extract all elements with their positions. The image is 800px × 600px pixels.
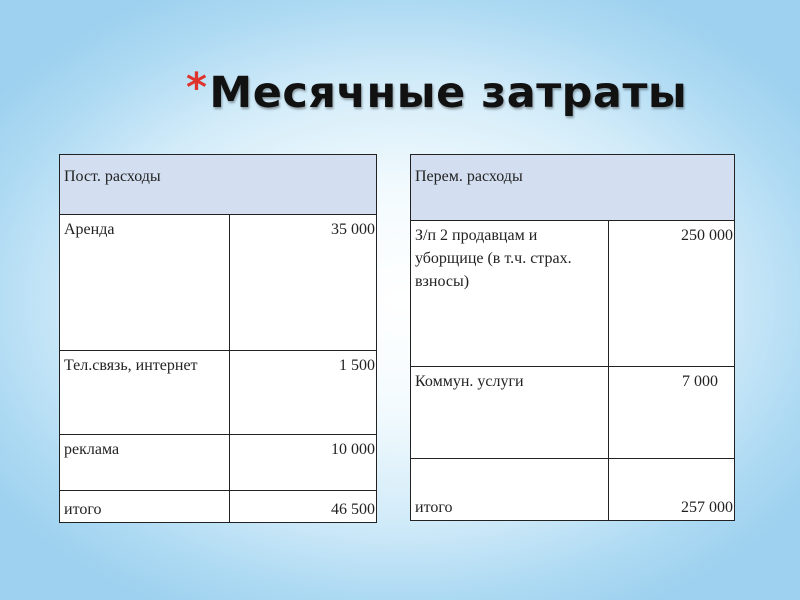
table-header-row	[411, 155, 735, 221]
table-total-row	[411, 459, 735, 521]
total-value: 257 000	[609, 459, 735, 521]
table-header-row	[60, 155, 377, 215]
variable-costs-header: Перем. расходы	[411, 155, 735, 221]
total-label: итого	[60, 491, 230, 523]
total-label: итого	[411, 459, 609, 521]
row-value: 7 000	[609, 367, 735, 459]
fixed-costs-table	[59, 154, 377, 523]
row-value: 250 000	[609, 221, 735, 367]
row-value: 35 000	[230, 215, 377, 351]
row-label: реклама	[60, 435, 230, 491]
table-row	[60, 435, 377, 491]
table-row	[411, 367, 735, 459]
row-value: 1 500	[230, 351, 377, 435]
row-label: Аренда	[60, 215, 230, 351]
table-total-row	[60, 491, 377, 523]
total-value: 46 500	[230, 491, 377, 523]
slide-title-text: Месячные затраты	[209, 68, 688, 118]
title-bullet-star: *	[186, 65, 208, 111]
table-row	[60, 215, 377, 351]
variable-costs-table	[410, 154, 735, 521]
row-label: Тел.связь, интернет	[60, 351, 230, 435]
row-label: З/п 2 продавцам и уборщице (в т.ч. страх. взносы)	[411, 221, 609, 367]
slide-title	[186, 65, 688, 118]
row-label: Коммун. услуги	[411, 367, 609, 459]
table-row	[411, 221, 735, 367]
fixed-costs-header: Пост. расходы	[60, 155, 377, 215]
row-value: 10 000	[230, 435, 377, 491]
table-row	[60, 351, 377, 435]
